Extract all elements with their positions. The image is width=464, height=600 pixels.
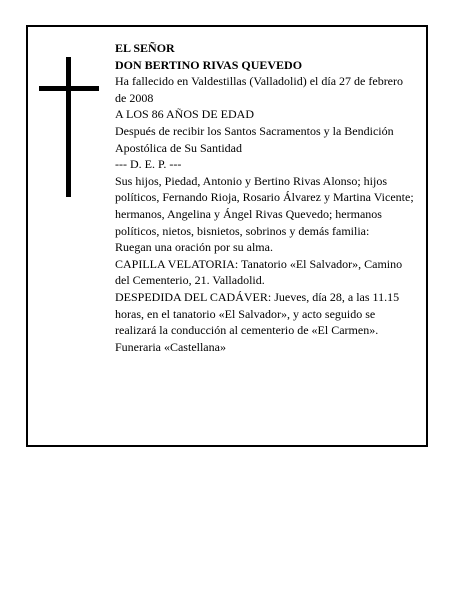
family-list: Sus hijos, Piedad, Antonio y Bertino Rivas Alonso; hijos políticos, Fernando Rioja, Rosario Álvarez y Martina Vicente; hermanos, Angelina y Ángel Rivas Quevedo; hermanos políticos, nietos, bisnietos, sobrinos y demás familia: — [115, 173, 414, 238]
prayer-request: Ruegan una oración por su alma. — [115, 240, 273, 255]
rip-line: --- D. E. P. --- — [115, 157, 182, 172]
wake-location: CAPILLA VELATORIA: Tanatorio «El Salvador», Camino del Cementerio, 21. Valladolid. — [115, 256, 403, 288]
sacraments-line: Después de recibir los Santos Sacramentos y la Bendición Apostólica de Su Santidad — [115, 123, 394, 155]
funeral-home: Funeraria «Castellana» — [115, 339, 226, 354]
deceased-name: DON BERTINO RIVAS QUEVEDO — [115, 57, 303, 72]
obituary-notice — [26, 25, 428, 447]
age-line: A LOS 86 AÑOS DE EDAD — [115, 107, 255, 122]
cross-icon — [66, 57, 71, 197]
farewell-details: DESPEDIDA DEL CADÁVER: Jueves, día 28, a las 11.15 horas, en el tanatorio «El Salvador», y acto seguido se realizará la conducción al cementerio de «El Carmen». — [115, 289, 400, 338]
notice-title: EL SEÑOR — [115, 41, 175, 55]
obituary-text — [115, 40, 417, 355]
cross-icon-bar — [39, 86, 99, 91]
death-info: Ha fallecido en Valdestillas (Valladolid) el día 27 de febrero de 2008 — [115, 74, 404, 105]
